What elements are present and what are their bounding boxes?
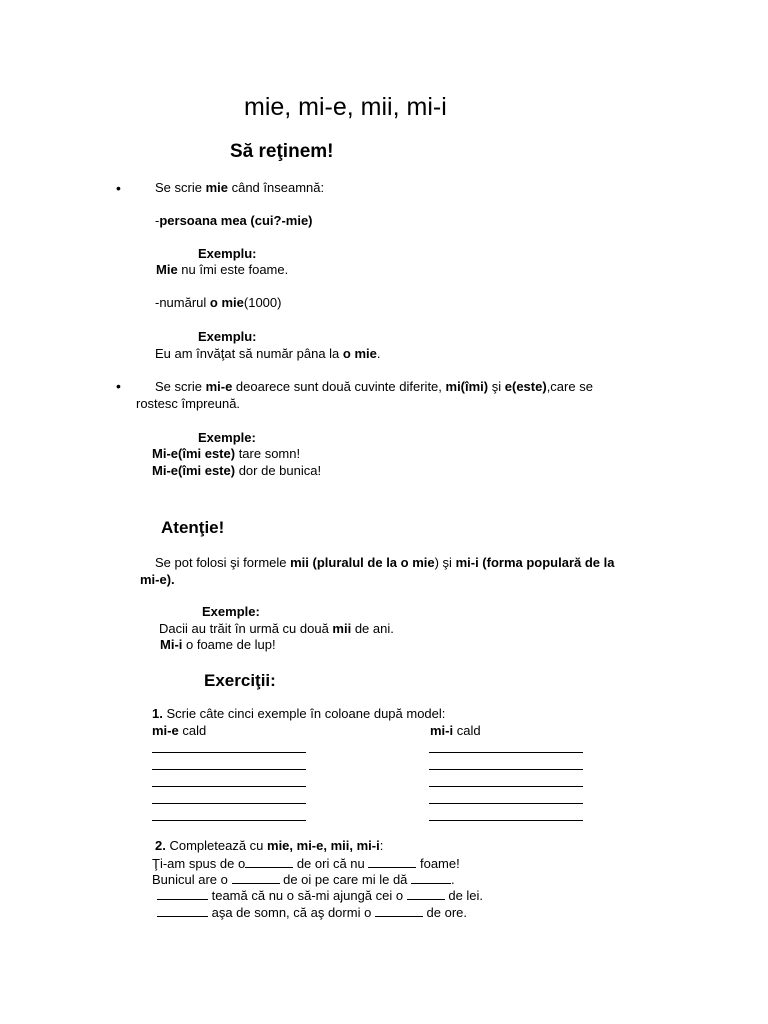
fill-blank[interactable] (157, 887, 208, 900)
atentie-text: Se pot folosi şi formele mii (pluralul de la o mie) şi mi-i (forma populară de la (155, 555, 615, 570)
definition-persoana-text: persoana mea (cui?-mie) (159, 213, 313, 228)
exercise-2-sentence-4: aşa de somn, că aş dormi o de ore. (157, 904, 467, 921)
page-title: mie, mi-e, mii, mi-i (244, 93, 447, 121)
section-heading-exercitii: Exerciţii: (204, 671, 276, 690)
answer-line[interactable] (152, 786, 306, 787)
bullet-1: • (116, 180, 121, 196)
atentie-text-line2: mi-e). (140, 572, 175, 587)
definition-dash: - (155, 213, 160, 228)
section-heading-atentie: Atenţie! (161, 518, 225, 537)
answer-line[interactable] (429, 786, 583, 787)
section-heading-retinem: Să reţinem! (230, 141, 334, 162)
example-mie-1: Mie nu îmi este foame. (156, 262, 289, 277)
rule-mie (155, 180, 324, 196)
example-mii: Dacii au trăit în urmă cu două mii de ani. (159, 621, 394, 636)
fill-blank[interactable] (232, 871, 280, 884)
example-mi-e-2: Mi-e(îmi este) dor de bunica! (152, 463, 322, 478)
definition-persoana (155, 213, 313, 229)
exercise-2-instruction: 2. Completează cu mie, mi-e, mii, mi-i: (155, 838, 384, 853)
example-label-1: Exemplu: (198, 246, 257, 261)
answer-line[interactable] (152, 803, 306, 804)
example-label-2: Exemplu: (198, 329, 257, 344)
rule-mi-e: Se scrie mi-e deoarece sunt două cuvinte diferite, mi(îmi) şi e(este),care se (155, 379, 593, 394)
fill-blank[interactable] (245, 855, 293, 868)
definition-numarul: -numărul o mie(1000) (155, 295, 282, 310)
bullet-2: • (116, 378, 121, 394)
example-label-3: Exemple: (198, 430, 256, 445)
answer-line[interactable] (429, 803, 583, 804)
answer-line[interactable] (152, 752, 306, 753)
rule-mie-word: mie (205, 180, 228, 195)
example-mie-2: Eu am învăţat să număr pâna la o mie. (155, 346, 381, 361)
exercise-2-sentence-1: Ţi-am spus de o de ori că nu foame! (152, 856, 460, 871)
fill-blank[interactable] (368, 855, 416, 868)
exercise-2-sentence-3: teamă că nu o să-mi ajungă cei o de lei. (157, 887, 483, 904)
rule-mie-pre: Se scrie (155, 180, 206, 195)
column-header-mi-i: mi-i cald (430, 723, 481, 738)
example-mi-i: Mi-i o foame de lup! (160, 637, 276, 652)
rule-mie-post: când înseamnă: (227, 180, 325, 195)
answer-line[interactable] (429, 769, 583, 770)
fill-blank[interactable] (375, 904, 423, 917)
answer-line[interactable] (152, 769, 306, 770)
example-label-4: Exemple: (202, 604, 260, 619)
rule-mi-e-line2: rostesc împreună. (136, 396, 241, 411)
example-mi-e-1: Mi-e(îmi este) tare somn! (152, 446, 301, 461)
answer-line[interactable] (152, 820, 306, 821)
exercise-1-instruction: 1. Scrie câte cinci exemple în coloane după model: (152, 706, 446, 721)
answer-line[interactable] (429, 820, 583, 821)
fill-blank[interactable] (407, 887, 445, 900)
answer-line[interactable] (429, 752, 583, 753)
fill-blank[interactable] (411, 871, 451, 884)
exercise-2-sentence-2: Bunicul are o de oi pe care mi le dă . (152, 872, 455, 887)
column-header-mi-e: mi-e cald (152, 723, 207, 738)
fill-blank[interactable] (157, 904, 208, 917)
